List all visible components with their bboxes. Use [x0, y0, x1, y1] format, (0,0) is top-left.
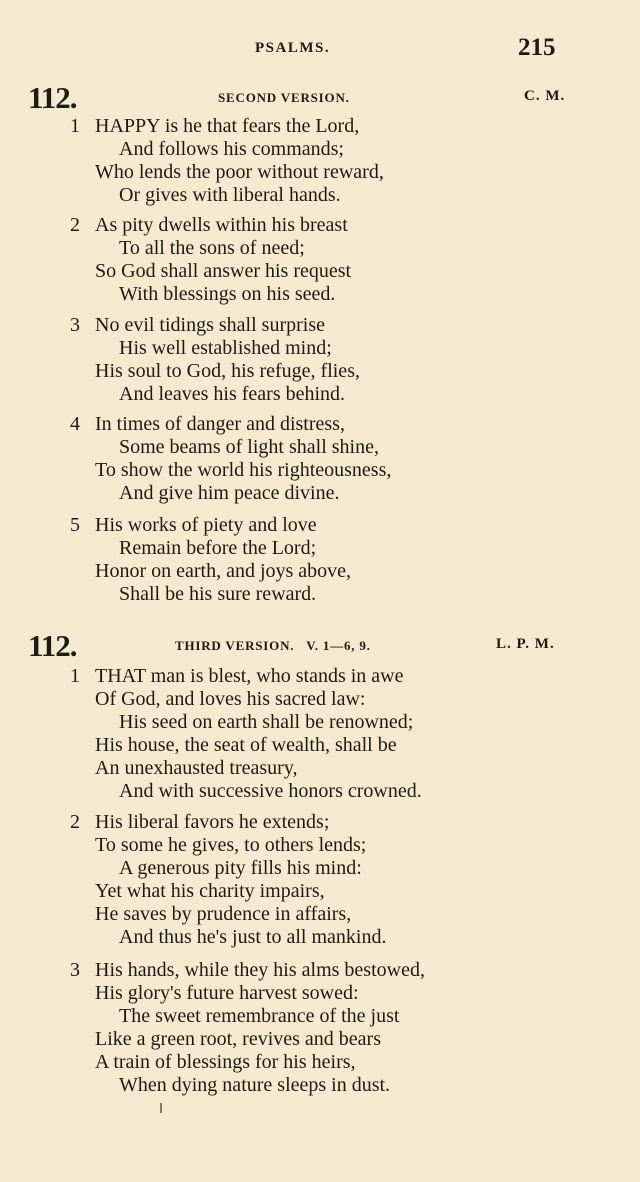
verse-line: Or gives with liberal hands. [119, 184, 341, 206]
stanza-number: 1 [70, 665, 80, 687]
verse-line: And thus he's just to all mankind. [119, 926, 387, 948]
stanza-number: 2 [70, 811, 80, 833]
verse-line: His seed on earth shall be renowned; [119, 711, 414, 733]
verse-line: The sweet remembrance of the just [119, 1005, 400, 1027]
stanza-number: 3 [70, 314, 80, 336]
running-head [0, 34, 640, 62]
verse-line: And with successive honors crowned. [119, 780, 422, 802]
verse-line: No evil tidings shall surprise [95, 314, 325, 336]
verse-line: In times of danger and distress, [95, 413, 345, 435]
verse-line: An unexhausted treasury, [95, 757, 298, 779]
verse-line: His well established mind; [119, 337, 332, 359]
version-title: THIRD VERSION. V. 1—6, 9. [175, 638, 371, 653]
verse-line: His house, the seat of wealth, shall be [95, 734, 397, 756]
verse-line: And leaves his fears behind. [119, 383, 346, 405]
stanza-number: 2 [70, 214, 80, 236]
version-title: SECOND VERSION. [218, 90, 350, 105]
verse-line: Shall be his sure reward. [119, 583, 317, 605]
verse-line: And give him peace divine. [119, 482, 340, 504]
verse-line: As pity dwells within his breast [95, 214, 348, 236]
stanza-number: 3 [70, 959, 80, 981]
verse-line: His works of piety and love [95, 514, 317, 536]
verse-line: With blessings on his seed. [119, 283, 336, 305]
hymn-number: 112. [28, 628, 77, 663]
verse-line: Yet what his charity impairs, [95, 880, 325, 902]
stanza-number: 5 [70, 514, 80, 536]
verse-line: Like a green root, revives and bears [95, 1028, 381, 1050]
print-speck [160, 1103, 162, 1113]
verse-line: Remain before the Lord; [119, 537, 317, 559]
verse-line: His liberal favors he extends; [95, 811, 330, 833]
meter: C. M. [524, 88, 566, 104]
verse-line: A generous pity fills his mind: [119, 857, 362, 879]
verse-line: His hands, while they his alms bestowed, [95, 959, 425, 981]
verse-line: His soul to God, his refuge, flies, [95, 360, 360, 382]
stanza-number: 4 [70, 413, 80, 435]
verse-line: HAPPY is he that fears the Lord, [95, 115, 360, 137]
hymn-number: 112. [28, 80, 77, 115]
verse-line: When dying nature sleeps in dust. [119, 1074, 391, 1096]
verse-line: And follows his commands; [119, 138, 344, 160]
verse-line: A train of blessings for his heirs, [95, 1051, 356, 1073]
running-title: PSALMS. [255, 40, 331, 56]
verse-line: To all the sons of need; [119, 237, 305, 259]
hymn-heading [0, 80, 640, 114]
verse-line: Honor on earth, and joys above, [95, 560, 352, 582]
stanza-number: 1 [70, 115, 80, 137]
verse-line: To some he gives, to others lends; [95, 834, 367, 856]
verse-line: Of God, and loves his sacred law: [95, 688, 366, 710]
verse-line: Some beams of light shall shine, [119, 436, 379, 458]
verse-line: THAT man is blest, who stands in awe [95, 665, 404, 687]
meter: L. P. M. [496, 636, 555, 652]
verse-line: Who lends the poor without reward, [95, 161, 384, 183]
verse-line: So God shall answer his request [95, 260, 352, 282]
verse-line: His glory's future harvest sowed: [95, 982, 359, 1004]
verse-line: He saves by prudence in affairs, [95, 903, 352, 925]
page-number: 215 [518, 34, 556, 61]
hymn-heading [0, 628, 640, 662]
verse-line: To show the world his righteousness, [95, 459, 392, 481]
